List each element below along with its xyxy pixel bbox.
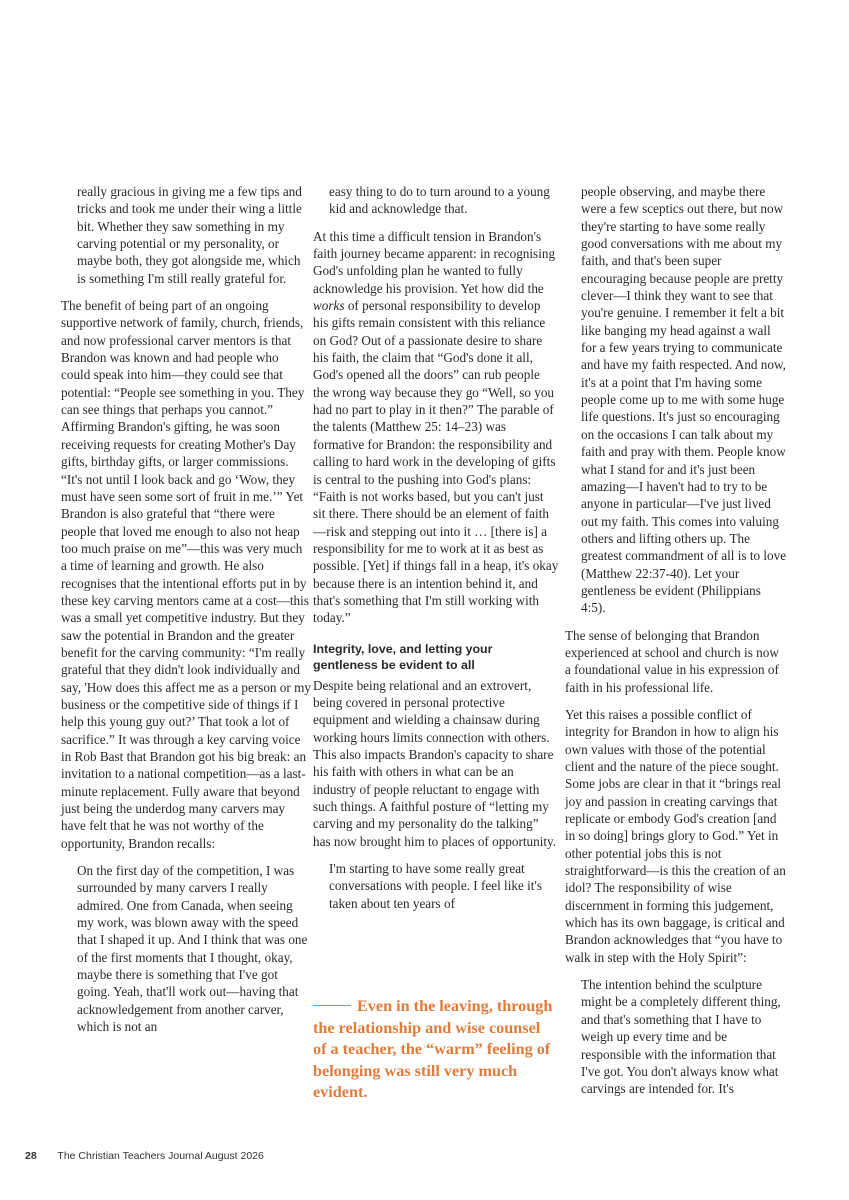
block-quote-continued: easy thing to do to turn around to a young kid and acknowledge that. [329, 184, 550, 217]
block-quote-continued: really gracious in giving me a few tips and tricks and took me under their wing a little bit. Whether they saw something in my carving potential or my personality, or maybe both, they got alongside me, which is something I'm still really grateful for. [77, 184, 302, 286]
body-paragraph: Yet this raises a possible conflict of integrity for Brandon in how to align his own values with those of the potential client and the nature of the piece sought. Some jobs are clear in that it “brings real joy and passion in creating carvings that replicate or embody God's creation [and in so doing] brings glory to God.” Yet in other potential jobs this is not straightforward—is this the creation of an idol? The responsibility of wise discernment in forming this judgement, which has its own baggage, is critical and Brandon acknowledges that “you have to walk in step with the Holy Spirit”: [565, 706, 786, 965]
block-quote-continued: people observing, and maybe there were a few sceptics out there, but now they're starting to have some really good conversations with me about my faith, and that's been super encouraging because people are pretty clever—I think they want to see that you're genuine. I remember it felt a bit like banging my head against a wall for a few years trying to communicate and have my faith respected. And now, it's at a point that I'm having some people come up to me with some huge life questions. It's just so encouraging on the occasions I can talk about my faith and pray with them. People know what I stand for and it's just been amazing—I haven't had to try to be anyone in particular—I've just lived out my faith. This comes into valuing others and lifting others up. The greatest commandment of all is to love (Matthew 22:37-40). Let your gentleness be evident (Philippians 4:5). [581, 184, 787, 616]
body-paragraph: At this time a difficult tension in Brandon's faith journey became apparent: in recognising God's unfolding plan he wanted to fully acknowledge his provision. Yet how did the works of personal responsibility to develop his gifts remain consistent with this reliance on God? Out of a passionate desire to share his faith, the claim that “God's done it all, God's opened all the doors” can rub people the wrong way because they go “Well, so you had no part to play in it then?” The parable of the talents (Matthew 25: 14–23) was formative for Brandon: the responsibility and calling to hard work in the developing of gifts is central to the pushing into God's plans: “Faith is not works based, but you can't just sit there. There should be an element of faith—risk and stepping out into it … [there is] a responsibility for me to work at it as best as possible. [Yet] if things fall in a heap, it's okay because there is an intention behind it, and that's something that I'm still working with today.” [313, 228, 559, 626]
pull-quote-text: Even in the leaving, through the relationship and wise counsel of a teacher, the “warm” feeling of belonging was still very much evident. [313, 997, 553, 1101]
column-2 [313, 183, 559, 922]
pull-quote [313, 996, 553, 1104]
block-quote: The intention behind the sculpture might be a completely different thing, and that's something that I have to weigh up every time and be responsible with the information that I've got. You don't always know what carvings are intended for. It's [581, 977, 781, 1097]
body-paragraph: The benefit of being part of an ongoing supportive network of family, church, friends, and now professional carver mentors is that Brandon was known and had people who could speak into him—they could see that potential: “People see something in you. They can see things that perhaps you cannot.” Affirming Brandon's gifting, he was soon receiving requests for creating Mother's Day gifts, birthday gifts, or larger commissions. “It's not until I look back and go ‘Wow, they must have seen some sort of fruit in me.’” Yet Brandon is also grateful that “there were people that loved me enough to also not heap too much praise on me”—this was very much a time of learning and growth. He also recognises that the intentional efforts put in by these key carving mentors came at a cost—this was a small yet competitive industry. But they saw the potential in Brandon and the greater benefit for the carving community: “I'm really grateful that they didn't look individually and say, 'How does this affect me as a person or my business or the competitive side of things if I help this young guy out?’ That took a lot of sacrifice.” It was through a key carving voice in Rob Bast that Brandon got his big break: an invitation to a national competition—as a last-minute replacement. Fully aware that beyond just being the underdog many carvers may have felt that he was not worthy of the opportunity, Brandon recalls: [61, 298, 311, 851]
section-heading: Integrity, love, and letting your gentleness be evident to all [313, 641, 493, 672]
block-quote: On the first day of the competition, I was surrounded by many carvers I really admired. One from Canada, when seeing my work, was blown away with the speed that I shaped it up. And I think that was one of the first moments that I thought, okay, maybe there is something that I've got going. Yeah, that'll work out—having that acknowledgement from another carver, which is not an [77, 863, 308, 1035]
body-paragraph: The sense of belonging that Brandon experienced at school and church is now a foundational value in his expression of faith in his professional life. [565, 627, 779, 695]
column-1 [61, 183, 311, 1046]
publication-name: The Christian Teachers Journal August 2026 [57, 1150, 264, 1162]
block-quote: I'm starting to have some really great conversations with people. I feel like it's taken about ten years of [329, 861, 542, 911]
pull-quote-rule [313, 1005, 351, 1006]
page-number: 28 [25, 1150, 37, 1162]
emphasis-works: works [313, 298, 345, 314]
body-paragraph: Despite being relational and an extrovert, being covered in personal protective equipment and wielding a chainsaw during working hours limits connection with others. This also impacts Brandon's capacity to share his faith with others in what can be an industry of people reluctant to engage with such things. A faithful posture of “letting my carving and my personality do the talking” has now brought him to places of opportunity. [313, 677, 557, 849]
page-footer [25, 1150, 264, 1162]
column-3 [565, 183, 787, 1108]
